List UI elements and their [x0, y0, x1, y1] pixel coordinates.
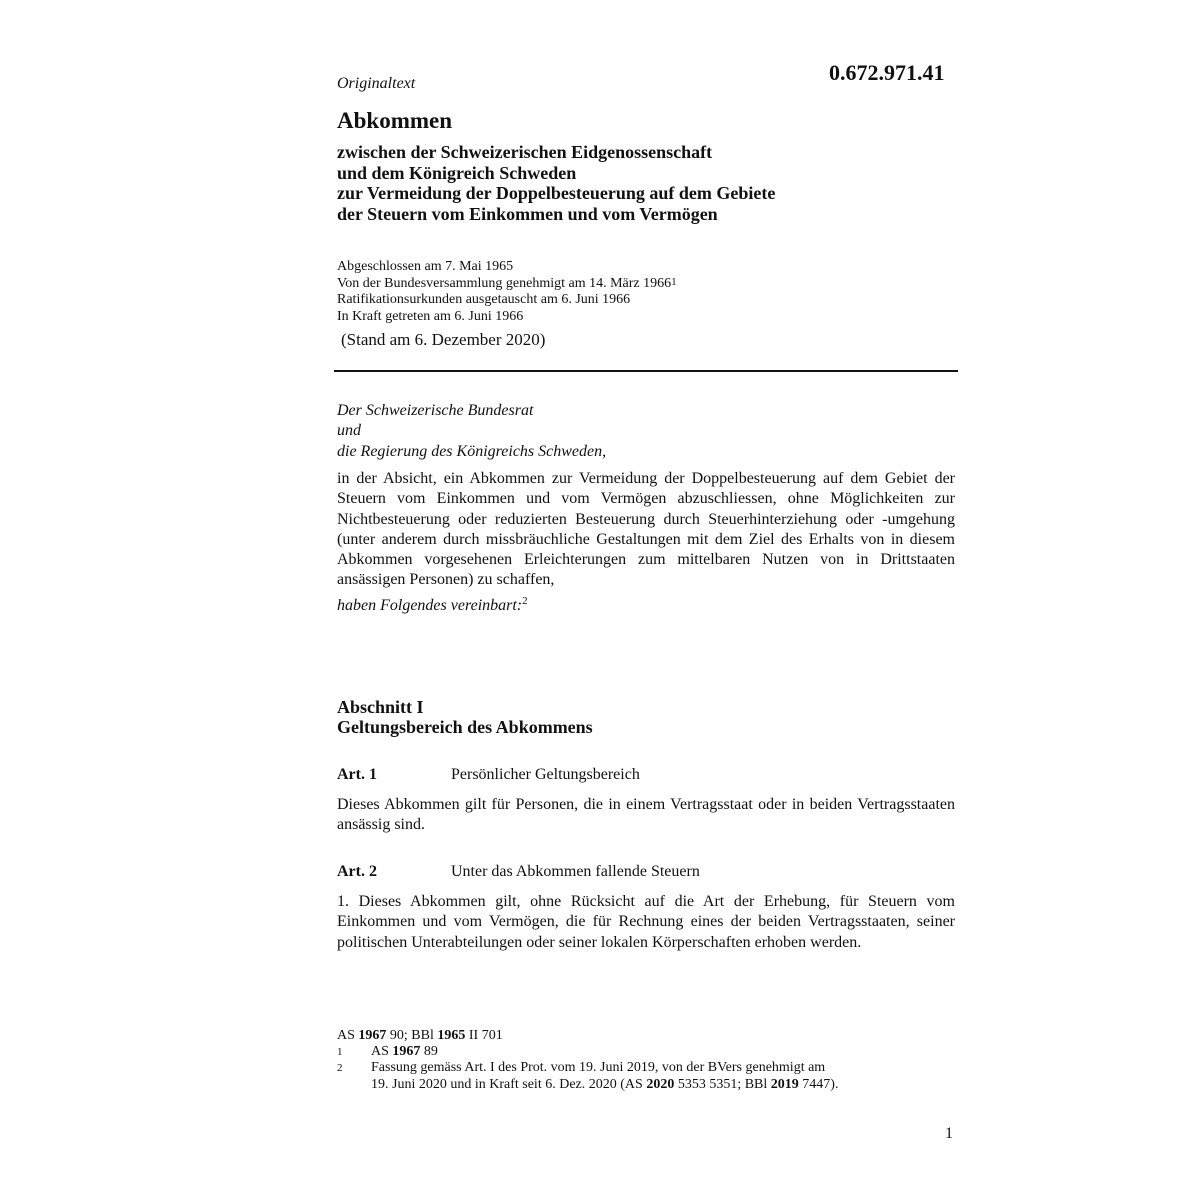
fn-year: 1967 [392, 1044, 421, 1060]
article-heading [337, 863, 700, 881]
subtitle-line: der Steuern vom Einkommen und vom Vermögen [337, 203, 718, 224]
stand-date: (Stand am 6. Dezember 2020) [341, 330, 546, 349]
as-year: 1967 [358, 1028, 387, 1043]
divider [334, 370, 958, 372]
vereinbart-text: haben Folgendes vereinbart: [337, 597, 523, 614]
as-text: 90; BBl [386, 1028, 438, 1043]
footnote-text [371, 1044, 438, 1060]
article-title: Persönlicher Geltungsbereich [451, 766, 640, 783]
genehmigt-line [337, 276, 677, 293]
document-title: Abkommen [337, 108, 453, 133]
ratifikation-line: Ratifikationsurkunden ausgetauscht am 6. Juni 1966 [337, 292, 631, 307]
subtitle-line: zur Vermeidung der Doppelbesteuerung auf dem Gebiete [337, 183, 776, 203]
as-text: AS [337, 1028, 359, 1043]
party-line: und [337, 422, 361, 440]
sr-number: 0.672.971.41 [829, 60, 945, 85]
party-line: Der Schweizerische Bundesrat [337, 402, 534, 419]
footnote-ref[interactable]: 2 [522, 595, 528, 607]
page-number: 1 [945, 1125, 953, 1142]
footnote-text [371, 1060, 838, 1092]
footnote-number: 2 [337, 1062, 343, 1075]
fn-text: Fassung gemäss Art. I des Prot. vom 19. Juni 2019, von der BVers genehmigt am [371, 1060, 826, 1076]
section-title: Geltungsbereich des Abkommens [337, 717, 593, 737]
bbl-year: 1965 [437, 1028, 466, 1043]
footnotes [337, 1028, 838, 1093]
footnote-2 [337, 1060, 838, 1092]
fn-year: 2019 [770, 1076, 799, 1092]
article-number: Art. 1 [337, 766, 377, 783]
subtitle-line: zwischen der Schweizerischen Eidgenossenschaft [337, 142, 713, 162]
fn-text: AS [371, 1044, 393, 1060]
party-line: die Regierung des Königreichs Schweden, [337, 442, 607, 460]
vereinbart-line [337, 597, 528, 615]
fn-text: 7447). [798, 1076, 839, 1092]
section-heading [337, 697, 593, 737]
footnote-ref[interactable]: 1 [671, 275, 677, 288]
abgeschlossen-line: Abgeschlossen am 7. Mai 1965 [337, 259, 514, 274]
fn-text: 19. Juni 2020 und in Kraft seit 6. Dez. 2020 (AS [371, 1076, 647, 1092]
footnote-1 [337, 1044, 838, 1060]
article-text: Dieses Abkommen gilt für Personen, die in einem Vertragsstaat oder in beiden Vertragsstaaten ansässig sind. [337, 796, 955, 834]
in-kraft-line: In Kraft getreten am 6. Juni 1966 [337, 308, 524, 324]
article-heading [337, 766, 640, 784]
as-reference [337, 1028, 838, 1044]
article-number: Art. 2 [337, 863, 377, 880]
parties [337, 401, 606, 462]
fn-text: 5353 5351; BBl [674, 1076, 771, 1092]
article-title: Unter das Abkommen fallende Steuern [451, 863, 700, 880]
footnote-number: 1 [337, 1046, 343, 1059]
subtitle-line: und dem Königreich Schweden [337, 162, 577, 183]
originaltext-label: Originaltext [337, 75, 416, 92]
ratification-info [337, 259, 677, 325]
preamble-text: in der Absicht, ein Abkommen zur Vermeidung der Doppelbesteuerung auf dem Gebiet der Steuern vom Einkommen und vom Vermögen abzuschliessen, ohne Möglichkeiten zur Nichtbesteuerung oder reduzierten Besteuerung durch Steuerhinterziehung oder -umgehung (unter anderem durch missbräuchliche Gestaltungen mit dem Ziel des Erhalts von in diesem Abkommen vorgesehenen Erleichterungen zum mittelbaren Nutzen von in Drittstaaten ansässigen Personen) zu schaffen, [337, 470, 955, 589]
fn-year: 2020 [646, 1076, 675, 1092]
as-text: II 701 [465, 1028, 503, 1043]
section-number: Abschnitt I [337, 697, 424, 717]
document-subtitle [337, 142, 775, 224]
genehmigt-text: Von der Bundesversammlung genehmigt am 14. März 1966 [337, 275, 672, 291]
article-text: 1. Dieses Abkommen gilt, ohne Rücksicht auf die Art der Erhebung, für Steuern vom Einkommen und vom Vermögen, die für Rechnung eines der beiden Vertragsstaaten, seiner politischen Unterabteilungen oder seiner lokalen Körperschaften erhoben werden. [337, 893, 955, 951]
fn-text: 89 [420, 1044, 438, 1060]
